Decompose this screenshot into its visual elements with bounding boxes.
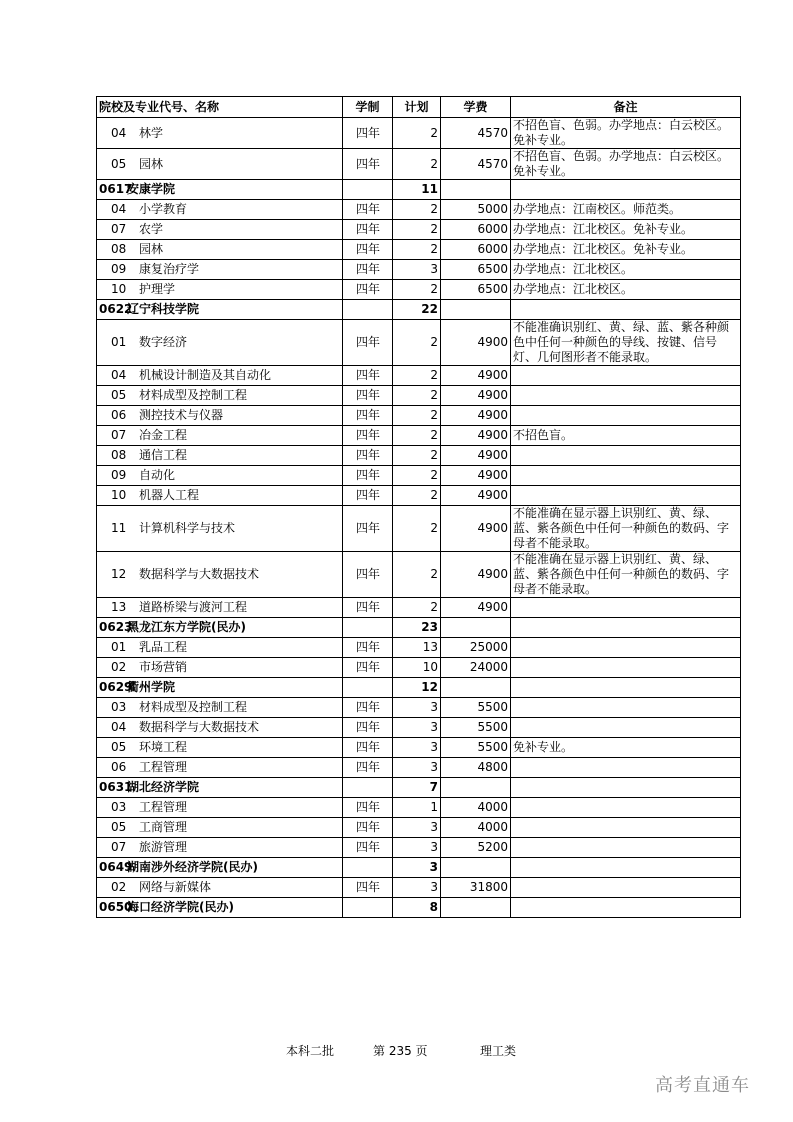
major-system: 四年 [343,320,393,366]
major-code: 04 [111,125,127,140]
major-note [511,718,741,738]
major-note: 不招色盲。 [511,426,741,446]
school-plan-total: 8 [393,898,441,918]
major-note: 不能准确识别红、黄、绿、蓝、紫各种颜色中任何一种颜色的导线、按键、信号灯、几何图形者不能录取。 [511,320,741,366]
major-plan: 2 [393,598,441,618]
school-note-cell [511,898,741,918]
major-note [511,466,741,486]
header-name: 院校及专业代号、名称 [97,97,343,118]
major-system: 四年 [343,149,393,180]
major-cell [97,118,343,149]
major-code: 01 [111,335,127,349]
school-row [97,858,741,878]
school-note-cell [511,678,741,698]
major-code: 01 [111,640,127,654]
major-code: 02 [111,660,127,674]
major-row [97,240,741,260]
school-system-cell [343,678,393,698]
school-cell [97,678,343,698]
major-code: 05 [111,388,127,402]
school-fee-cell [441,180,511,200]
major-name: 园林 [139,156,164,171]
major-plan: 3 [393,718,441,738]
major-cell [97,486,343,506]
major-row [97,638,741,658]
school-system-cell [343,898,393,918]
school-system-cell [343,618,393,638]
major-system: 四年 [343,552,393,598]
school-plan-total: 22 [393,300,441,320]
major-note [511,878,741,898]
major-code: 11 [111,521,127,535]
footer-category: 理工类 [480,1044,517,1058]
major-name: 乳品工程 [139,640,188,654]
header-fee: 学费 [441,97,511,118]
school-plan-total: 23 [393,618,441,638]
major-note: 不能准确在显示器上识别红、黄、绿、蓝、紫各颜色中任何一种颜色的数码、字母者不能录取。 [511,552,741,598]
school-plan-total: 7 [393,778,441,798]
major-plan: 2 [393,552,441,598]
major-row [97,149,741,180]
watermark-logo-text: 高考直通车 [655,1075,750,1096]
major-fee: 31800 [441,878,511,898]
major-fee: 4900 [441,486,511,506]
major-plan: 2 [393,446,441,466]
major-code: 04 [111,720,127,734]
school-cell [97,898,343,918]
major-name: 测控技术与仪器 [139,408,224,422]
major-fee: 6000 [441,240,511,260]
school-name: 黑龙江东方学院(民办) [127,620,246,634]
major-plan: 3 [393,738,441,758]
school-fee-cell [441,678,511,698]
major-row [97,758,741,778]
major-system: 四年 [343,406,393,426]
major-note [511,598,741,618]
school-row [97,898,741,918]
major-cell [97,320,343,366]
school-code: 0623 [99,620,133,634]
major-cell [97,818,343,838]
school-fee-cell [441,858,511,878]
major-fee: 4900 [441,386,511,406]
school-name: 湖南涉外经济学院(民办) [127,860,258,874]
major-fee: 24000 [441,658,511,678]
major-system: 四年 [343,200,393,220]
school-fee-cell [441,300,511,320]
major-fee: 4900 [441,552,511,598]
school-code: 0629 [99,680,133,694]
major-note: 不能准确在显示器上识别红、黄、绿、蓝、紫各颜色中任何一种颜色的数码、字母者不能录取。 [511,506,741,552]
major-note: 不招色盲、色弱。办学地点：白云校区。免补专业。 [511,149,741,180]
major-row [97,718,741,738]
major-row [97,738,741,758]
major-code: 06 [111,408,127,422]
major-note: 办学地点：江北校区。免补专业。 [511,240,741,260]
major-cell [97,506,343,552]
school-code: 0622 [99,302,133,316]
major-cell [97,718,343,738]
major-row [97,200,741,220]
school-cell [97,858,343,878]
major-plan: 2 [393,426,441,446]
major-fee: 6000 [441,220,511,240]
major-cell [97,406,343,426]
major-cell [97,658,343,678]
major-name: 网络与新媒体 [139,880,212,894]
major-plan: 1 [393,798,441,818]
major-name: 道路桥梁与渡河工程 [139,600,248,614]
major-plan: 2 [393,240,441,260]
major-row [97,486,741,506]
school-name: 湖北经济学院 [127,780,200,794]
major-row [97,446,741,466]
major-fee: 4900 [441,598,511,618]
major-note [511,798,741,818]
major-fee: 4800 [441,758,511,778]
header-note: 备注 [511,97,741,118]
school-row [97,300,741,320]
major-system: 四年 [343,506,393,552]
major-note [511,818,741,838]
major-row [97,220,741,240]
major-name: 机器人工程 [139,488,200,502]
major-plan: 2 [393,506,441,552]
major-fee: 5500 [441,738,511,758]
major-fee: 6500 [441,260,511,280]
major-code: 02 [111,880,127,894]
major-code: 04 [111,202,127,216]
major-cell [97,698,343,718]
school-row [97,778,741,798]
major-note [511,758,741,778]
major-system: 四年 [343,366,393,386]
major-code: 03 [111,700,127,714]
major-name: 小学教育 [139,202,188,216]
major-code: 06 [111,760,127,774]
major-note [511,446,741,466]
major-code: 09 [111,262,127,276]
major-cell [97,552,343,598]
major-cell [97,200,343,220]
footer-batch: 本科二批 [286,1044,335,1058]
major-fee: 6500 [441,280,511,300]
major-name: 林学 [139,125,164,140]
major-name: 材料成型及控制工程 [139,700,248,714]
major-note [511,638,741,658]
school-cell [97,778,343,798]
school-note-cell [511,618,741,638]
major-system: 四年 [343,718,393,738]
major-row [97,426,741,446]
major-fee: 4570 [441,118,511,149]
major-plan: 2 [393,466,441,486]
major-code: 08 [111,448,127,462]
major-fee: 5500 [441,718,511,738]
major-fee: 4000 [441,798,511,818]
major-row [97,118,741,149]
major-plan: 13 [393,638,441,658]
major-cell [97,638,343,658]
major-plan: 2 [393,406,441,426]
major-system: 四年 [343,878,393,898]
major-name: 工商管理 [139,820,188,834]
major-plan: 3 [393,758,441,778]
school-note-cell [511,778,741,798]
school-note-cell [511,300,741,320]
major-system: 四年 [343,240,393,260]
major-code: 05 [111,820,127,834]
major-code: 13 [111,600,127,614]
major-code: 12 [111,567,127,581]
school-system-cell [343,858,393,878]
major-row [97,386,741,406]
major-note [511,486,741,506]
major-plan: 3 [393,878,441,898]
major-cell [97,878,343,898]
major-code: 04 [111,368,127,382]
school-plan-total: 11 [393,180,441,200]
major-fee: 4570 [441,149,511,180]
admission-plan-table [96,96,741,918]
major-fee: 4900 [441,426,511,446]
major-code: 03 [111,800,127,814]
major-cell [97,149,343,180]
major-fee: 4900 [441,366,511,386]
school-name: 衢州学院 [127,680,176,694]
major-note: 办学地点：江北校区。 [511,260,741,280]
major-plan: 3 [393,260,441,280]
school-name: 安康学院 [127,182,176,196]
major-fee: 4900 [441,506,511,552]
major-row [97,280,741,300]
major-cell [97,838,343,858]
major-fee: 5000 [441,200,511,220]
major-fee: 4900 [441,406,511,426]
major-cell [97,598,343,618]
major-cell [97,260,343,280]
major-fee: 5200 [441,838,511,858]
major-fee: 4900 [441,446,511,466]
major-plan: 2 [393,366,441,386]
school-code: 0649 [99,860,133,874]
major-code: 10 [111,282,127,296]
school-system-cell [343,300,393,320]
major-row [97,366,741,386]
major-system: 四年 [343,798,393,818]
major-note: 办学地点：江北校区。 [511,280,741,300]
major-name: 数字经济 [139,335,188,349]
major-system: 四年 [343,738,393,758]
table-body [97,118,741,918]
major-system: 四年 [343,386,393,406]
major-row [97,406,741,426]
major-system: 四年 [343,486,393,506]
table-header-row [97,97,741,118]
header-system: 学制 [343,97,393,118]
major-row [97,260,741,280]
major-plan: 2 [393,486,441,506]
major-row [97,818,741,838]
school-cell [97,180,343,200]
major-note: 免补专业。 [511,738,741,758]
major-system: 四年 [343,426,393,446]
major-row [97,698,741,718]
major-fee: 4000 [441,818,511,838]
school-system-cell [343,778,393,798]
major-name: 旅游管理 [139,840,188,854]
school-name: 辽宁科技学院 [127,302,200,316]
school-code: 0631 [99,780,133,794]
school-note-cell [511,858,741,878]
school-cell [97,618,343,638]
school-system-cell [343,180,393,200]
major-note [511,698,741,718]
major-name: 市场营销 [139,660,188,674]
school-row [97,678,741,698]
major-code: 10 [111,488,127,502]
major-system: 四年 [343,118,393,149]
school-code: 0617 [99,182,133,196]
major-fee: 25000 [441,638,511,658]
major-cell [97,280,343,300]
school-name: 海口经济学院(民办) [127,900,234,914]
major-name: 数据科学与大数据技术 [139,720,260,734]
major-name: 机械设计制造及其自动化 [139,368,272,382]
major-cell [97,386,343,406]
major-system: 四年 [343,658,393,678]
major-note [511,406,741,426]
major-plan: 2 [393,149,441,180]
major-system: 四年 [343,758,393,778]
major-system: 四年 [343,698,393,718]
major-cell [97,466,343,486]
major-system: 四年 [343,838,393,858]
major-plan: 3 [393,818,441,838]
major-row [97,658,741,678]
major-plan: 2 [393,200,441,220]
major-plan: 10 [393,658,441,678]
major-plan: 2 [393,320,441,366]
school-row [97,618,741,638]
major-code: 08 [111,242,127,256]
major-system: 四年 [343,598,393,618]
major-plan: 2 [393,386,441,406]
school-fee-cell [441,618,511,638]
major-name: 工程管理 [139,760,188,774]
major-name: 冶金工程 [139,428,188,442]
major-row [97,798,741,818]
footer-page-number: 第 235 页 [373,1044,428,1058]
school-row [97,180,741,200]
major-code: 07 [111,222,127,236]
major-name: 环境工程 [139,740,188,754]
major-plan: 2 [393,220,441,240]
major-cell [97,738,343,758]
major-code: 07 [111,840,127,854]
major-note [511,366,741,386]
school-plan-total: 3 [393,858,441,878]
major-plan: 3 [393,838,441,858]
major-note [511,838,741,858]
major-system: 四年 [343,220,393,240]
major-row [97,552,741,598]
major-name: 自动化 [139,468,176,482]
major-name: 护理学 [139,282,176,296]
major-note: 办学地点：江北校区。免补专业。 [511,220,741,240]
major-fee: 4900 [441,320,511,366]
school-note-cell [511,180,741,200]
school-fee-cell [441,778,511,798]
major-name: 康复治疗学 [139,262,200,276]
major-fee: 4900 [441,466,511,486]
school-plan-total: 12 [393,678,441,698]
major-code: 05 [111,156,127,171]
major-system: 四年 [343,818,393,838]
major-code: 09 [111,468,127,482]
major-name: 计算机科学与技术 [139,521,236,535]
major-name: 材料成型及控制工程 [139,388,248,402]
school-fee-cell [441,898,511,918]
major-system: 四年 [343,446,393,466]
major-name: 园林 [139,242,164,256]
major-cell [97,426,343,446]
major-name: 农学 [139,222,164,236]
major-name: 数据科学与大数据技术 [139,567,260,581]
header-plan: 计划 [393,97,441,118]
major-row [97,838,741,858]
major-note [511,658,741,678]
major-cell [97,446,343,466]
major-name: 工程管理 [139,800,188,814]
major-system: 四年 [343,466,393,486]
major-cell [97,240,343,260]
major-note [511,386,741,406]
major-code: 05 [111,740,127,754]
major-row [97,506,741,552]
major-row [97,320,741,366]
major-fee: 5500 [441,698,511,718]
major-cell [97,758,343,778]
major-cell [97,366,343,386]
major-note: 办学地点：江南校区。师范类。 [511,200,741,220]
major-system: 四年 [343,260,393,280]
school-cell [97,300,343,320]
major-plan: 3 [393,698,441,718]
major-row [97,466,741,486]
major-system: 四年 [343,280,393,300]
major-cell [97,798,343,818]
major-plan: 2 [393,118,441,149]
major-system: 四年 [343,638,393,658]
major-plan: 2 [393,280,441,300]
major-note: 不招色盲、色弱。办学地点：白云校区。免补专业。 [511,118,741,149]
major-row [97,598,741,618]
major-row [97,878,741,898]
major-cell [97,220,343,240]
major-code: 07 [111,428,127,442]
school-code: 0650 [99,900,133,914]
major-name: 通信工程 [139,448,188,462]
